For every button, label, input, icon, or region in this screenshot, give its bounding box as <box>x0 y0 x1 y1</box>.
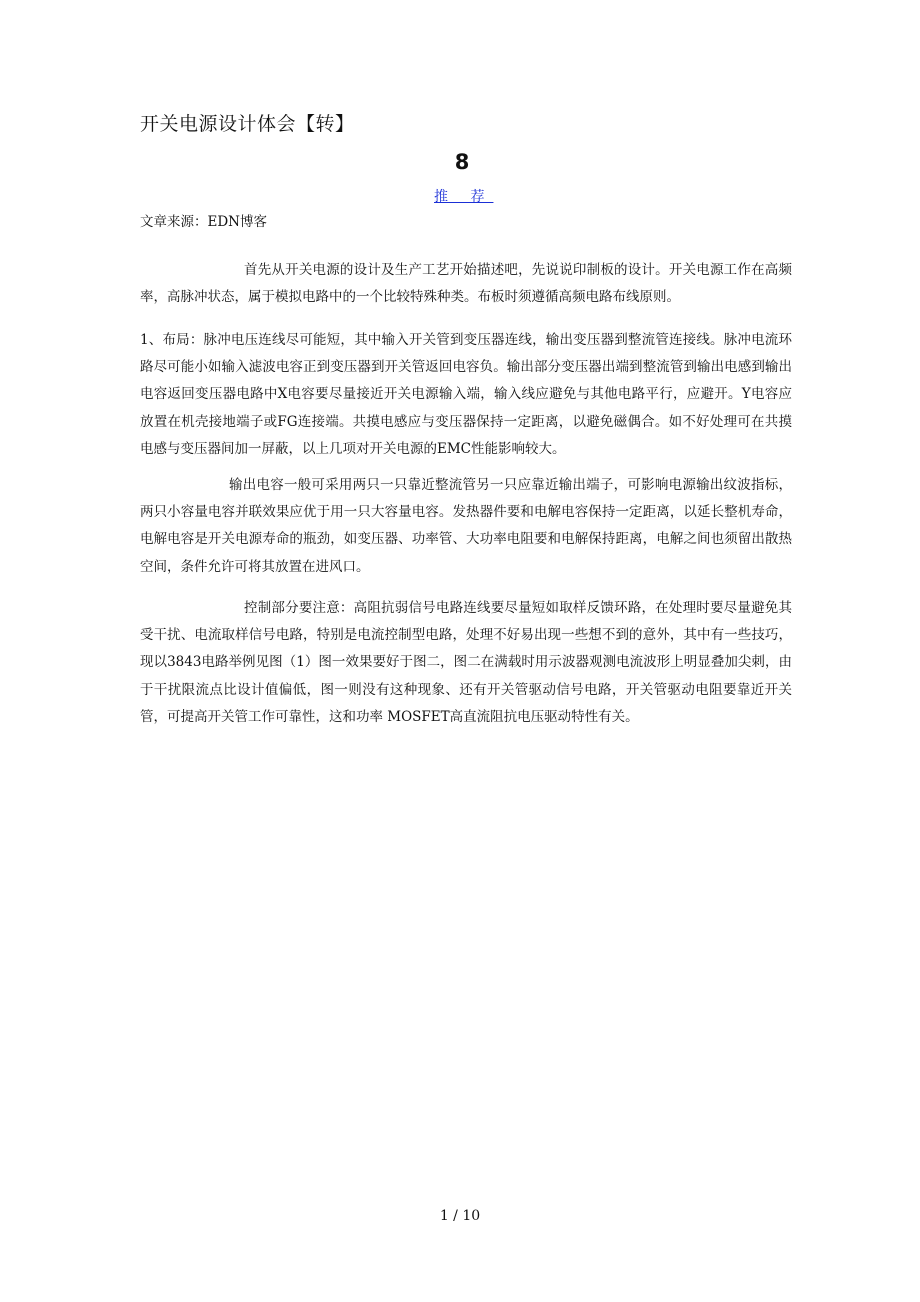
recommend-link[interactable]: 推 荐 <box>434 189 494 205</box>
article-source: 文章来源：EDN博客 <box>140 214 267 230</box>
paragraph-intro: 首先从开关电源的设计及生产工艺开始描述吧，先说说印制板的设计。开关电源工作在高频率，高脉冲状态，属于模拟电路中的一个比较特殊种类。布板时须遵循高频电路布线原则。 <box>140 262 792 306</box>
paragraph-output-capacitor: 输出电容一般可采用两只一只靠近整流管另一只应靠近输出端子，可影响电源输出纹波指标，两只小容量电容并联效果应优于用一只大容量电容。发热器件要和电解电容保持一定距离，以延长整机寿命，电解电容是开关电源寿命的瓶劲，如变压器、功率管、大功率电阻要和电解保持距离，电解之间也须留出散热空间，条件允许可将其放置在进风口。 <box>140 477 792 575</box>
paragraph-layout: 1、布局：脉冲电压连线尽可能短，其中输入开关管到变压器连线，输出变压器到整流管连接线。脉冲电流环路尽可能小如输入滤波电容正到变压器到开关管返回电容负。输出部分变压器出端到整流管到输出电感到输出电容返回变压器电路中X电容要尽量接近开关电源输入端，输入线应避免与其他电路平行，应避开。Y电容应放置在机壳接地端子或FG连接端。共摸电感应与变压器保持一定距离，以避免磁偶合。如不好处理可在共摸电感与变压器间加一屏蔽，以上几项对开关电源的EMC性能影响较大。 <box>140 332 792 457</box>
article-title: 开关电源设计体会【转】 <box>140 113 355 135</box>
paragraph-control: 控制部分要注意：高阻抗弱信号电路连线要尽量短如取样反馈环路，在处理时要尽量避免其受干扰、电流取样信号电路，特别是电流控制型电路，处理不好易出现一些想不到的意外，其中有一些技巧，现以3843电路举例见图（1）图一效果要好于图二，图二在满载时用示波器观测电流波形上明显叠加尖刺，由于干扰限流点比设计值偏低，图一则没有这种现象、还有开关管驱动信号电路，开关管驱动电阻要靠近开关管，可提高开关管工作可靠性，这和功率 MOSFET高直流阻抗电压驱动特性有关。 <box>140 600 792 725</box>
page-number: 1 / 10 <box>439 1208 481 1224</box>
recommend-count: 8 <box>454 150 470 174</box>
